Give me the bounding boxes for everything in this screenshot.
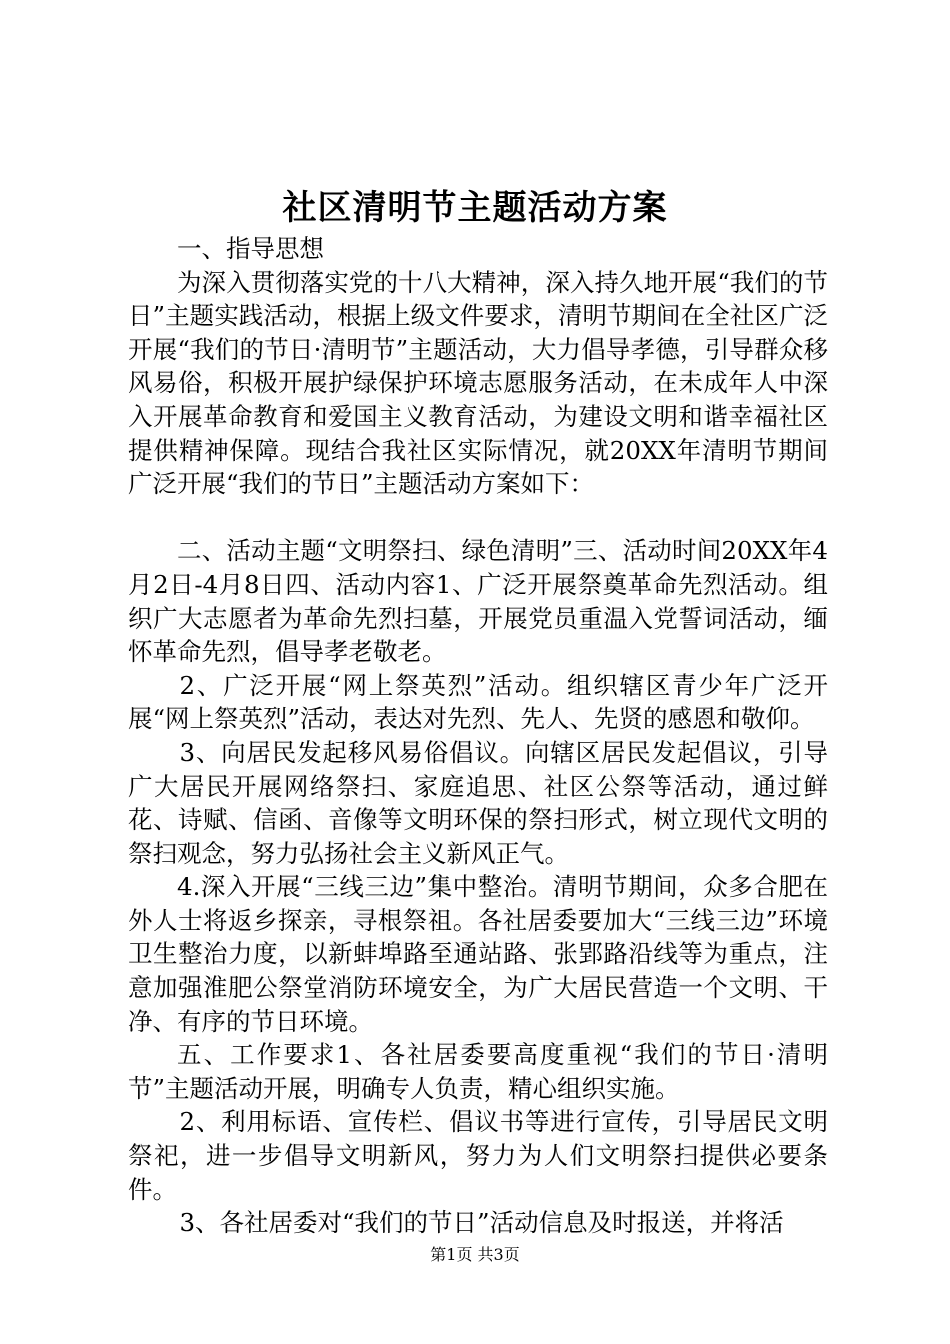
paragraph-reporting: 3、各社居委对“我们的节日”活动信息及时报送，并将活 bbox=[179, 1208, 784, 1238]
section-heading-guiding-ideology: 一、指导思想 bbox=[177, 234, 324, 263]
document-title: 社区清明节主题活动方案 bbox=[282, 188, 668, 228]
paragraph-activity-theme-time-content: 二、活动主题“文明祭扫、绿色清明”三、活动时间20XX年4月2日-4月8日四、活动内容1、广泛开展祭奠革命先烈活动。组织广大志愿者为革命先烈扫墓，开展党员重温入党誓词活动，缅怀革命先烈，倡导孝老敬老。 bbox=[128, 536, 828, 667]
paragraph-online-memorial: 2、广泛开展“网上祭英烈”活动。组织辖区青少年广泛开展“网上祭英烈”活动，表达对先烈、先人、先贤的感恩和敬仰。 bbox=[128, 670, 828, 734]
page-number-footer: 第1页 共3页 bbox=[430, 1245, 520, 1264]
paragraph-work-requirements: 五、工作要求1、各社居委要高度重视“我们的节日·清明节”主题活动开展，明确专人负责，精心组织实施。 bbox=[128, 1040, 828, 1103]
paragraph-spacer bbox=[128, 501, 828, 535]
document-body bbox=[128, 232, 828, 1240]
paragraph-custom-reform-initiative: 3、向居民发起移风易俗倡议。向辖区居民发起倡议，引导广大居民开展网络祭扫、家庭追思、社区公祭等活动，通过鲜花、诗赋、信函、音像等文明环保的祭扫形式，树立现代文明的祭扫观念，努力弘扬社会主义新风正气。 bbox=[128, 737, 828, 868]
paragraph-environment-rectification: 4.深入开展“三线三边”集中整治。清明节期间，众多合肥在外人士将返乡探亲，寻根祭祖。各社居委要加大“三线三边”环境卫生整治力度，以新蚌埠路至通站路、张郢路沿线等为重点，注意加强淮肥公祭堂消防环境安全，为广大居民营造一个文明、干净、有序的节日环境。 bbox=[128, 872, 828, 1036]
paragraph-guiding-ideology: 为深入贯彻落实党的十八大精神，深入持久地开展“我们的节日”主题实践活动，根据上级文件要求，清明节期间在全社区广泛开展“我们的节日·清明节”主题活动，大力倡导孝德，引导群众移风易俗，积极开展护绿保护环境志愿服务活动，在未成年人中深入开展革命教育和爱国主义教育活动，为建设文明和谐幸福社区提供精神保障。现结合我社区实际情况，就20XX年清明节期间广泛开展“我们的节日”主题活动方案如下： bbox=[128, 267, 828, 499]
paragraph-publicity: 2、利用标语、宣传栏、倡议书等进行宣传，引导居民文明祭祀，进一步倡导文明新风，努力为人们文明祭扫提供必要条件。 bbox=[128, 1107, 828, 1204]
